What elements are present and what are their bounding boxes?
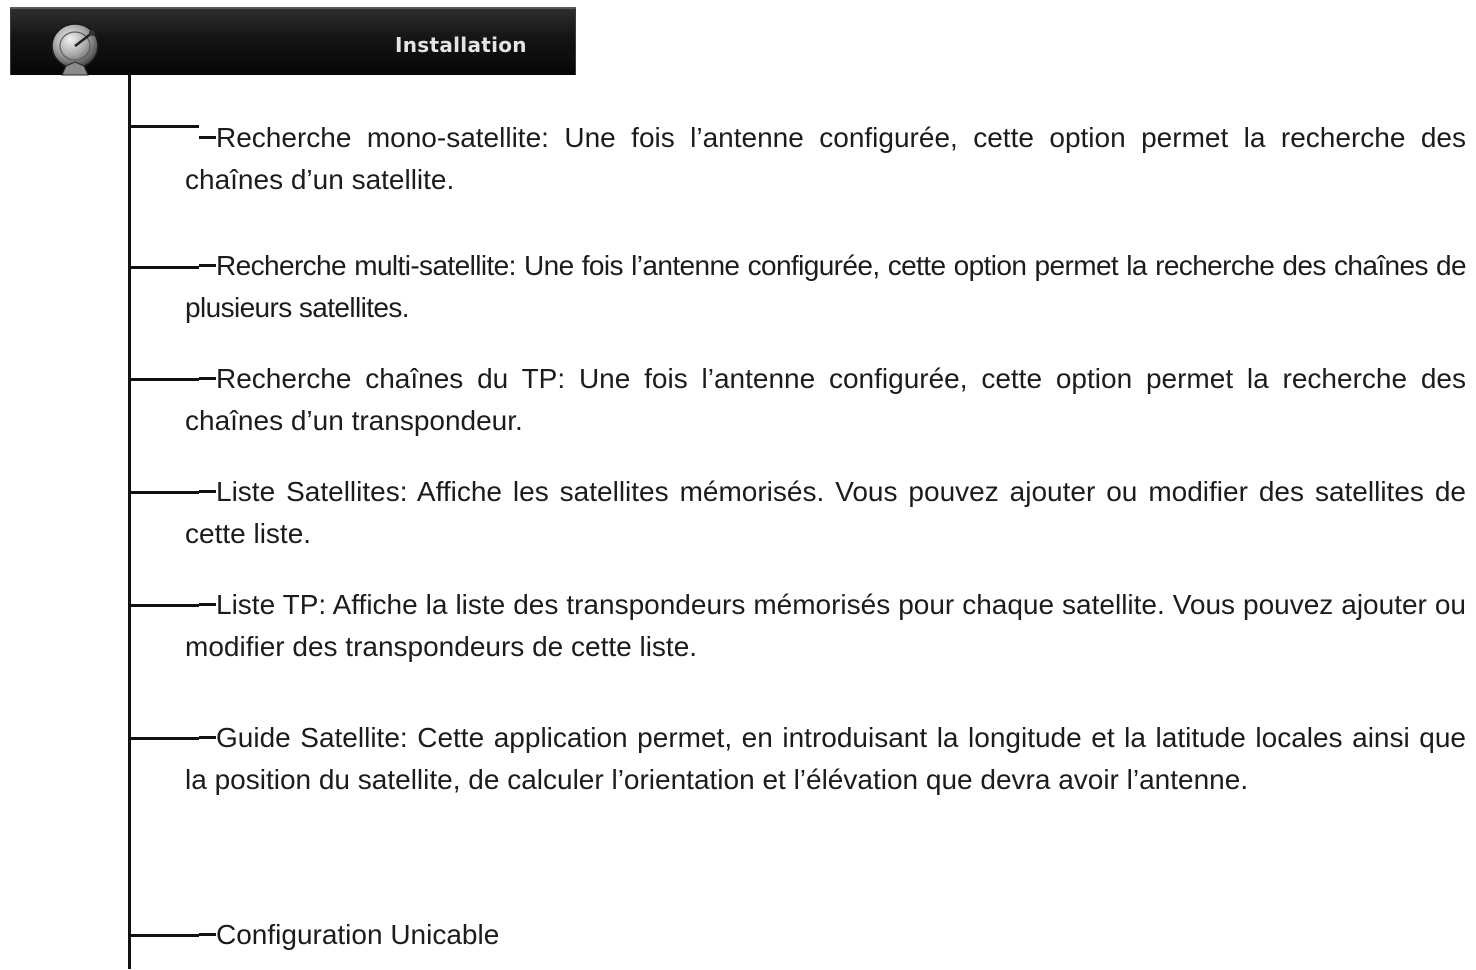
dash-connector: [199, 933, 216, 936]
dash-connector: [199, 603, 216, 606]
tree-trunk-line: [128, 75, 131, 969]
menu-item-guide-satellite: [185, 717, 1466, 801]
menu-item-recherche-multi-satellite: [185, 245, 1466, 329]
menu-item-recherche-chaines-tp: [185, 358, 1466, 442]
item-description: Liste TP: Affiche la liste des transpondeurs mémorisés pour chaque satellite. Vous pouvez ajouter ou modifier des transpondeurs de cette liste.: [185, 589, 1466, 662]
item-description: Recherche multi-satellite: Une fois l’antenne configurée, cette option permet la recherche des chaînes de plusieurs satellites.: [185, 250, 1466, 323]
menu-item-liste-tp: [185, 584, 1466, 668]
item-description: Recherche mono-satellite: Une fois l’antenne configurée, cette option permet la recherche des chaînes d’un satellite.: [185, 122, 1466, 195]
dash-connector: [199, 736, 216, 739]
dash-connector: [199, 136, 216, 139]
dash-connector: [199, 490, 216, 493]
dash-connector: [199, 377, 216, 380]
item-description: Guide Satellite: Cette application permet, en introduisant la longitude et la latitude locales ainsi que la position du satellite, de calculer l’orientation et l’élévation que devra avoir l’antenne.: [185, 722, 1466, 795]
item-description: Configuration Unicable: [216, 919, 500, 950]
menu-header-bar: [10, 7, 576, 75]
menu-item-liste-satellites: [185, 471, 1466, 555]
menu-item-configuration-unicable: [185, 914, 1466, 956]
menu-title: Installation: [395, 33, 527, 57]
satellite-dish-icon: [48, 19, 104, 79]
dash-connector: [199, 264, 216, 267]
item-description: Liste Satellites: Affiche les satellites mémorisés. Vous pouvez ajouter ou modifier des satellites de cette liste.: [185, 476, 1466, 549]
menu-item-recherche-mono-satellite: [185, 117, 1466, 201]
item-description: Recherche chaînes du TP: Une fois l’antenne configurée, cette option permet la recherche des chaînes d’un transpondeur.: [185, 363, 1466, 436]
